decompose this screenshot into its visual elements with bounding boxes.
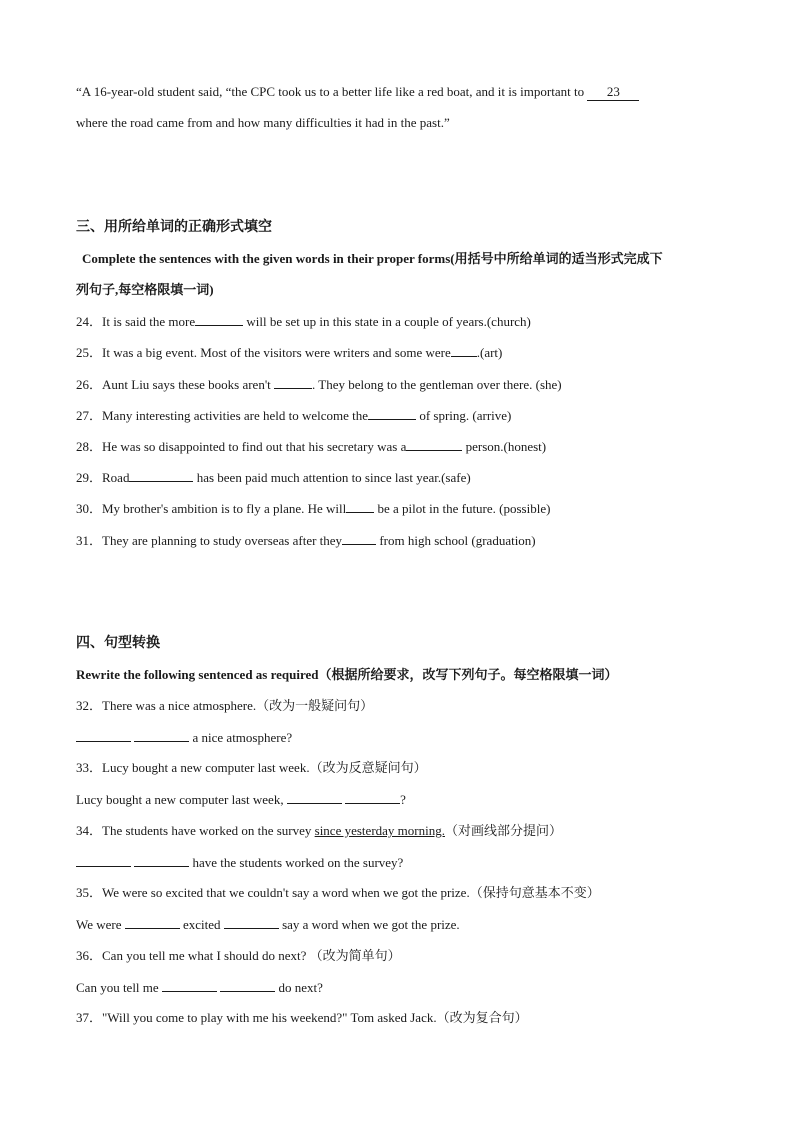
answer-text: say a word when we got the prize. [278,917,460,932]
question-35: 35．We were so excited that we couldn't say a word when we got the prize.（保持句意基本不变） [76,885,600,900]
answer-text: excited [179,917,224,932]
answer-blank[interactable] [134,854,189,867]
answer-36 [76,979,323,996]
question-text: be a pilot in the future. (possible) [374,501,551,516]
passage-line-2: where the road came from and how many difficulties it had in the past.” [76,115,450,130]
answer-blank[interactable] [125,916,180,929]
answer-text: We were [76,917,125,932]
answer-blank[interactable] [224,916,279,929]
question-text: 24．It is said the more [76,314,196,329]
question-36: 36．Can you tell me what I should do next? （改为简单句） [76,948,401,963]
question-text: 26．Aunt Liu says these books aren't [76,377,275,392]
question-text: has been paid much attention to since last year.(safe) [193,470,471,485]
answer-blank[interactable] [274,376,312,389]
question-31 [76,532,536,549]
answer-34 [76,854,403,871]
question-text: （对画线部分提问） [444,823,562,838]
question-32: 32．There was a nice atmosphere.（改为一般疑问句） [76,698,374,713]
answer-text: do next? [275,980,323,995]
answer-blank[interactable] [195,313,243,326]
question-28 [76,438,546,455]
section-3-instruction-1: Complete the sentences with the given words in their proper forms(用括号中所给单词的适当形式完成下 [82,251,663,266]
section-3-heading: 三、用所给单词的正确形式填空 [76,219,272,235]
question-text: 25．It was a big event. Most of the visitors were writers and some were [76,345,451,360]
question-text: 30．My brother's ambition is to fly a plane. He will [76,501,347,516]
question-text: person.(honest) [462,439,547,454]
question-text: 34．The students have worked on the survey [76,823,315,838]
question-text: . They belong to the gentleman over there. (she) [312,377,562,392]
question-30 [76,500,550,517]
question-26 [76,376,562,393]
answer-33 [76,791,406,808]
question-text: 29．Road [76,470,130,485]
answer-blank[interactable] [76,729,131,742]
answer-blank[interactable] [451,344,477,357]
answer-blank[interactable] [287,791,342,804]
answer-blank[interactable] [368,407,416,420]
answer-blank[interactable] [76,854,131,867]
question-text: 28．He was so disappointed to find out that his secretary was a [76,439,407,454]
question-text: will be set up in this state in a couple of years.(church) [243,314,531,329]
answer-blank[interactable] [346,500,374,513]
answer-blank[interactable] [406,438,462,451]
answer-blank[interactable] [134,729,189,742]
question-34 [76,823,562,839]
question-text: 27．Many interesting activities are held to welcome the [76,408,369,423]
answer-text: a nice atmosphere? [189,730,293,745]
question-29 [76,469,471,486]
answer-blank[interactable] [345,791,400,804]
question-24 [76,313,531,330]
section-4-instruction: Rewrite the following sentenced as required（根据所给要求，改写下列句子。每空格限填一词） [76,667,618,682]
passage-text: “A 16-year-old student said, “the CPC took us to a better life like a red boat, and it is important to [76,84,588,99]
question-27 [76,407,511,424]
question-text: 31．They are planning to study overseas after they [76,533,343,548]
answer-blank[interactable] [129,469,193,482]
answer-text: have the students worked on the survey? [189,855,404,870]
answer-blank[interactable] [220,979,275,992]
question-text: .(art) [476,345,503,360]
blank-23[interactable]: 23 [587,84,639,101]
answer-text: Lucy bought a new computer last week, [76,792,287,807]
underlined-phrase: since yesterday morning. [314,823,445,838]
question-37: 37．"Will you come to play with me his weekend?" Tom asked Jack.（改为复合句） [76,1010,528,1025]
answer-text: Can you tell me [76,980,162,995]
section-4-heading: 四、句型转换 [76,635,160,651]
question-text: of spring. (arrive) [416,408,512,423]
answer-blank[interactable] [162,979,217,992]
question-text: from high school (graduation) [376,533,536,548]
question-33: 33．Lucy bought a new computer last week.（改为反意疑问句） [76,760,427,775]
answer-32 [76,729,292,746]
answer-blank[interactable] [342,532,376,545]
question-25 [76,344,502,361]
answer-35 [76,916,460,933]
answer-text: ? [400,792,406,807]
section-3-instruction-2: 列句子,每空格限填一词) [76,282,214,297]
passage-line-1 [76,84,639,101]
